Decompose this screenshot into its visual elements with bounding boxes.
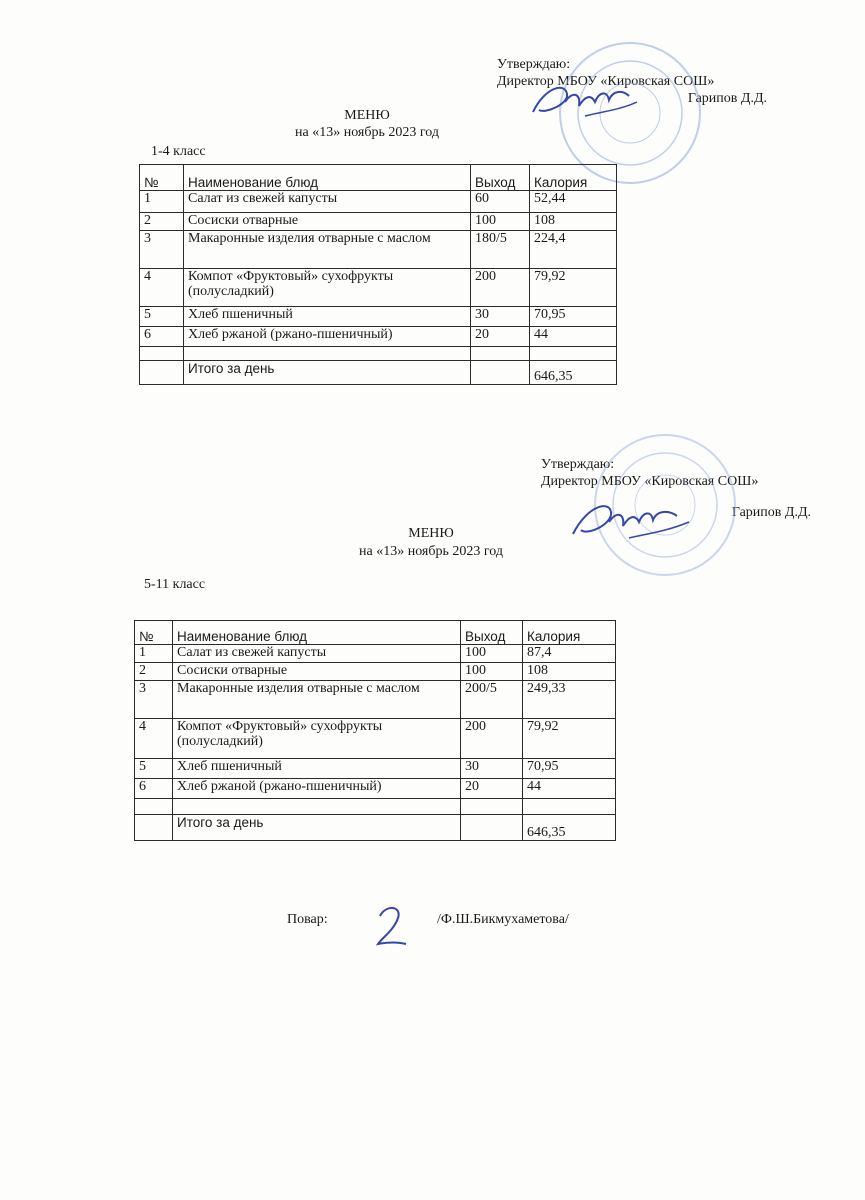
- row-out: 180/5: [471, 231, 530, 269]
- header-out: Выход: [471, 165, 530, 191]
- menu2-grade: 5-11 класс: [144, 577, 206, 592]
- table-row: [140, 231, 617, 269]
- row-num: 4: [135, 719, 173, 759]
- header-cal: Калория: [523, 621, 616, 645]
- row-cal: 79,92: [523, 719, 616, 759]
- cook-signature: [372, 902, 412, 952]
- row-cal: 52,44: [530, 191, 617, 213]
- row-out: 200: [471, 269, 530, 307]
- row-out: 200/5: [461, 681, 523, 719]
- row-out: 20: [471, 327, 530, 347]
- menu2-table: [134, 620, 616, 841]
- row-num: 2: [140, 213, 184, 231]
- table-row: [140, 269, 617, 307]
- row-name: Хлеб пшеничный: [184, 307, 471, 327]
- row-num: 3: [135, 681, 173, 719]
- approval-director: Директор МБОУ «Кировская СОШ»: [497, 74, 715, 89]
- header-name: Наименование блюд: [173, 621, 461, 645]
- row-name: Хлеб ржаной (ржано-пшеничный): [184, 327, 471, 347]
- table-row: [135, 681, 616, 719]
- total-value: 646,35: [530, 361, 617, 385]
- row-cal: 249,33: [523, 681, 616, 719]
- row-out: 20: [461, 779, 523, 799]
- cook-name: /Ф.Ш.Бикмухаметова/: [437, 912, 569, 927]
- approval-name: Гарипов Д.Д.: [731, 505, 811, 520]
- row-name: Сосиски отварные: [184, 213, 471, 231]
- table-row-empty: [135, 799, 616, 815]
- row-name: Макаронные изделия отварные с маслом: [173, 681, 461, 719]
- row-num: 4: [140, 269, 184, 307]
- approval-label: Утверждаю:: [541, 457, 615, 472]
- table-row: [140, 327, 617, 347]
- row-name: Салат из свежей капусты: [184, 191, 471, 213]
- row-cal: 44: [523, 779, 616, 799]
- row-cal: 87,4: [523, 645, 616, 663]
- row-name: Сосиски отварные: [173, 663, 461, 681]
- table-header: [135, 621, 616, 645]
- row-name: Хлеб ржаной (ржано-пшеничный): [173, 779, 461, 799]
- row-cal: 70,95: [523, 759, 616, 779]
- table-row: [135, 759, 616, 779]
- total-value: 646,35: [523, 815, 616, 841]
- approval-label: Утверждаю:: [497, 57, 571, 72]
- cook-label: Повар:: [287, 912, 328, 927]
- row-name: Компот «Фруктовый» сухофрукты (полусладкий): [173, 719, 461, 759]
- row-cal: 79,92: [530, 269, 617, 307]
- row-name: Компот «Фруктовый» сухофрукты (полусладкий): [184, 269, 471, 307]
- row-num: 6: [140, 327, 184, 347]
- director-signature-top: [525, 72, 645, 132]
- row-num: 1: [135, 645, 173, 663]
- row-cal: 70,95: [530, 307, 617, 327]
- table-header: [140, 165, 617, 191]
- row-num: 1: [140, 191, 184, 213]
- table-row: [135, 719, 616, 759]
- table-row: [135, 779, 616, 799]
- header-num: №: [135, 621, 173, 645]
- row-cal: 108: [523, 663, 616, 681]
- table-row-empty: [140, 347, 617, 361]
- menu1-title: МЕНЮ: [344, 108, 390, 123]
- total-label: Итого за день: [184, 361, 471, 385]
- table-row: [140, 213, 617, 231]
- row-name: Хлеб пшеничный: [173, 759, 461, 779]
- row-num: 2: [135, 663, 173, 681]
- row-cal: 224,4: [530, 231, 617, 269]
- row-num: 5: [140, 307, 184, 327]
- menu2-title: МЕНЮ: [408, 526, 454, 541]
- row-cal: 108: [530, 213, 617, 231]
- table-row: [135, 645, 616, 663]
- row-out: 60: [471, 191, 530, 213]
- table-total-row: [135, 815, 616, 841]
- row-out: 100: [461, 645, 523, 663]
- total-label: Итого за день: [173, 815, 461, 841]
- table-row: [135, 663, 616, 681]
- approval-director: Директор МБОУ «Кировская СОШ»: [541, 474, 759, 489]
- row-num: 6: [135, 779, 173, 799]
- row-out: 200: [461, 719, 523, 759]
- row-out: 30: [471, 307, 530, 327]
- menu2-date: на «13» ноябрь 2023 год: [359, 544, 503, 559]
- approval-name: Гарипов Д.Д.: [687, 91, 767, 106]
- row-name: Салат из свежей капусты: [173, 645, 461, 663]
- table-row: [140, 307, 617, 327]
- header-out: Выход: [461, 621, 523, 645]
- row-num: 3: [140, 231, 184, 269]
- header-cal: Калория: [530, 165, 617, 191]
- row-cal: 44: [530, 327, 617, 347]
- row-out: 100: [461, 663, 523, 681]
- menu1-date: на «13» ноябрь 2023 год: [295, 125, 439, 140]
- row-out: 30: [461, 759, 523, 779]
- menu1-grade: 1-4 класс: [151, 144, 206, 159]
- row-num: 5: [135, 759, 173, 779]
- director-signature-middle: [565, 492, 695, 552]
- header-num: №: [140, 165, 184, 191]
- row-out: 100: [471, 213, 530, 231]
- row-name: Макаронные изделия отварные с маслом: [184, 231, 471, 269]
- header-name: Наименование блюд: [184, 165, 471, 191]
- table-row: [140, 191, 617, 213]
- table-total-row: [140, 361, 617, 385]
- menu1-table: [139, 164, 617, 385]
